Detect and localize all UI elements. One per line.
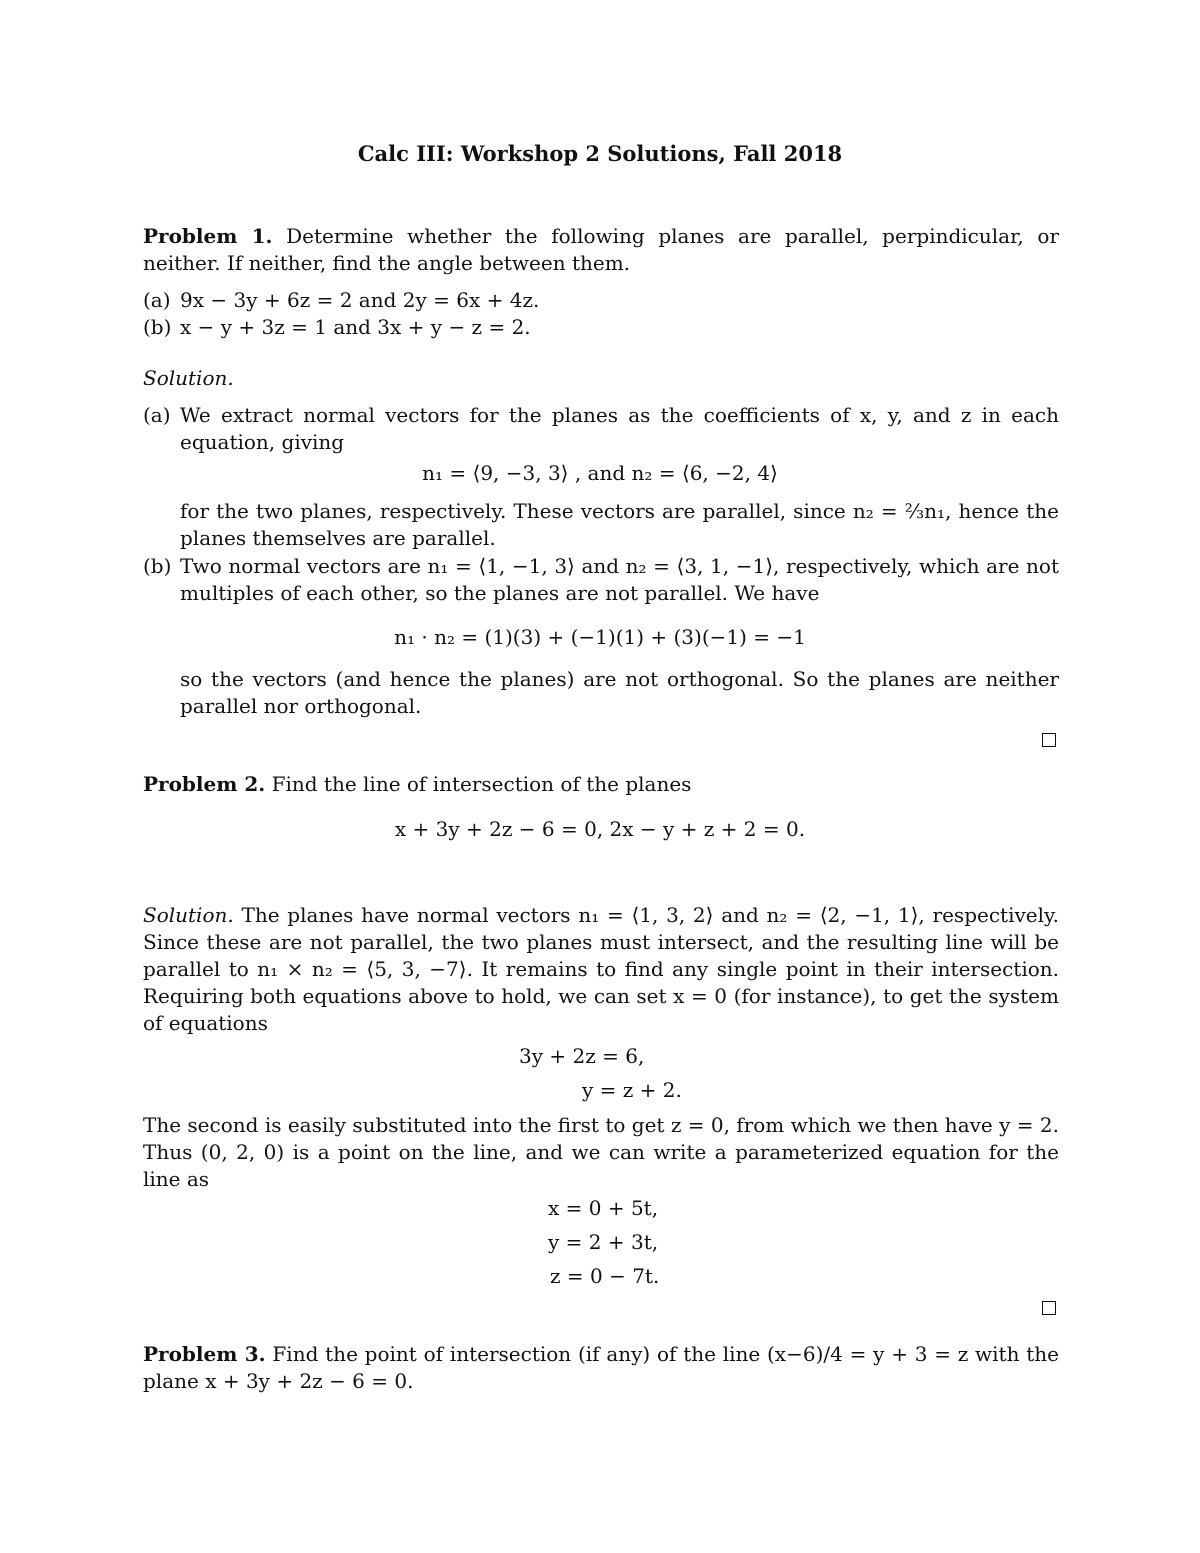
system-eq-1: 3y + 2z = 6, [519, 1044, 645, 1068]
problem-2-label: Problem 2. [143, 772, 266, 796]
solution-2-paragraph [143, 902, 1059, 1037]
solution-1a-text: We extract normal vectors for the planes as the coefficients of x, y, and z in each equation, giving [180, 403, 1059, 454]
problem-3-statement [143, 1341, 1059, 1395]
page-title: Calc III: Workshop 2 Solutions, Fall 2018 [357, 141, 843, 166]
solution-2-label: Solution. [143, 903, 234, 927]
solution-1b-conclusion: so the vectors (and hence the planes) are not orthogonal. So the planes are neither parallel nor orthogonal. [180, 667, 1059, 718]
solution-1b-label: (b) [143, 554, 172, 578]
system-eq-2: y = z + 2. [582, 1078, 682, 1102]
problem-1-text: Determine whether the following planes are parallel, perpindicular, or neither. If neither, find the angle between them. [143, 224, 1060, 275]
solution-2-continuation: The second is easily substituted into the first to get z = 0, from which we then have y = 2. Thus (0, 2, 0) is a point on the line, and we can write a parameterized equation for the line as [143, 1113, 1059, 1191]
problem-3-text: Find the point of intersection (if any) of the line (x−6)/4 = y + 3 = z with the plane x + 3y + 2z − 6 = 0. [143, 1342, 1059, 1393]
solution-1b-text: Two normal vectors are n₁ = ⟨1, −1, 3⟩ and n₂ = ⟨3, 1, −1⟩, respectively, which are not multiples of each other, so the planes are not parallel. We have [180, 554, 1059, 605]
problem-3-label: Problem 3. [143, 1342, 266, 1366]
solution-2-text: The planes have normal vectors n₁ = ⟨1, 3, 2⟩ and n₂ = ⟨2, −1, 1⟩, respectively. Since these are not parallel, the two planes must intersect, and the resulting line will be parallel to n₁ × n₂ = ⟨5, 3, −7⟩. It remains to find any single point in their intersection. Requiring both equations above to hold, we can set x = 0 (for instance), to get the system of equations [143, 903, 1060, 1035]
solution-1a-conclusion: for the two planes, respectively. These vectors are parallel, since n₂ = ⅔n₁, hence the planes themselves are parallel. [180, 499, 1059, 550]
problem-2-display: x + 3y + 2z − 6 = 0, 2x − y + z + 2 = 0. [394, 817, 806, 841]
param-eq-z: z = 0 − 7t. [550, 1264, 660, 1288]
qed-box-2 [1042, 1301, 1056, 1315]
solution-1a-display: n₁ = ⟨9, −3, 3⟩ , and n₂ = ⟨6, −2, 4⟩ [422, 461, 778, 485]
solution-1b-display: n₁ · n₂ = (1)(3) + (−1)(1) + (3)(−1) = −1 [394, 625, 806, 649]
problem-2-text: Find the line of intersection of the planes [271, 772, 692, 796]
problem-1a-label: (a) [143, 288, 171, 312]
problem-1-statement [143, 223, 1059, 277]
problem-1b-label: (b) [143, 315, 172, 339]
solution-1-label: Solution. [143, 366, 234, 390]
problem-1a-equation: 9x − 3y + 6z = 2 and 2y = 6x + 4z. [180, 288, 540, 312]
param-eq-y: y = 2 + 3t, [548, 1230, 659, 1254]
problem-1b-equation: x − y + 3z = 1 and 3x + y − z = 2. [180, 315, 531, 339]
param-eq-x: x = 0 + 5t, [548, 1196, 659, 1220]
problem-2-statement [143, 771, 1059, 798]
problem-1-label: Problem 1. [143, 224, 273, 248]
solution-1a-label: (a) [143, 403, 171, 427]
qed-box-1 [1042, 733, 1056, 747]
